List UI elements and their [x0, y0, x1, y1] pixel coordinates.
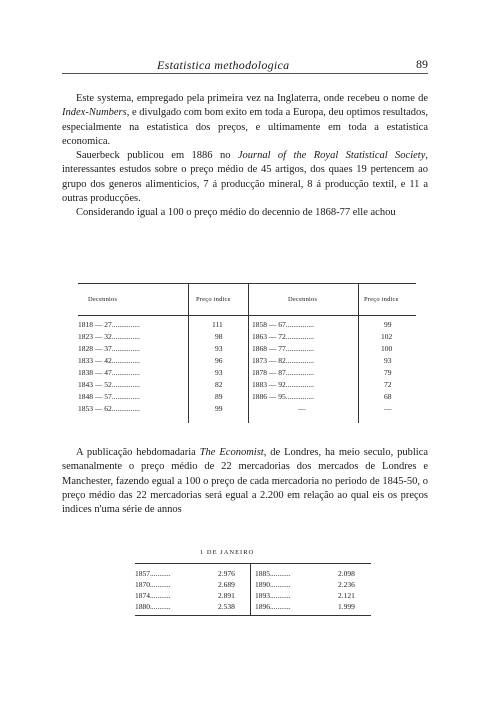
table-row [135, 602, 371, 613]
year-cell: 1880........... [135, 602, 171, 611]
decade-cell: 1833 — 42............... [78, 356, 140, 365]
table-header: Decennios [88, 296, 118, 303]
decade-cell: 1886 — 95............... [252, 392, 314, 401]
value-cell: 2.538 [218, 602, 235, 611]
decade-cell: 1848 — 57............... [78, 392, 140, 401]
index-cell: 82 [215, 380, 223, 389]
value-cell: 1.999 [338, 602, 355, 611]
decade-cell: 1883 — 92............... [252, 380, 314, 389]
decade-cell: 1873 — 82............... [252, 356, 314, 365]
paragraph-2: Sauerbeck publicou em 1886 no Journal of the Royal Statistical Society, interessantes estudos sobre o preço médio de 45 artigos, dos quaes 19 pertencem ao grupo dos generos alimenticios, 7 á producção mineral, 8 á producção textil, e 11 a outras producções. [62, 150, 428, 205]
decade-cell: 1828 — 37............... [78, 344, 140, 353]
decade-cell: — [298, 404, 306, 413]
table-row [135, 569, 371, 580]
value-cell: 2.976 [218, 569, 235, 578]
year-cell: 1857........... [135, 569, 171, 578]
year-cell: 1870........... [135, 580, 171, 589]
index-cell: 89 [215, 392, 223, 401]
index-cell: 111 [212, 320, 223, 329]
table-row [135, 591, 371, 602]
table-row [78, 320, 416, 332]
table-header: Preço indice [364, 296, 399, 303]
table-row [78, 344, 416, 356]
year-cell: 1885........... [255, 569, 291, 578]
economist-index-table [135, 563, 371, 615]
table-row [78, 404, 416, 416]
header-title: Estatistica methodologica [157, 58, 290, 72]
decade-cell: 1858 — 67............... [252, 320, 314, 329]
index-cell: 93 [384, 356, 392, 365]
index-cell: 98 [215, 332, 223, 341]
decade-cell: 1863 — 72............... [252, 332, 314, 341]
index-cell: 100 [381, 344, 393, 353]
decade-cell: 1868 — 77............... [252, 344, 314, 353]
decade-cell: 1818 — 27............... [78, 320, 140, 329]
decade-cell: 1843 — 52............... [78, 380, 140, 389]
value-cell: 2.689 [218, 580, 235, 589]
year-cell: 1896........... [255, 602, 291, 611]
value-cell: 2.236 [338, 580, 355, 589]
page-number: 89 [416, 57, 428, 71]
decade-cell: 1853 — 62............... [78, 404, 140, 413]
decade-cell: 1838 — 47............... [78, 368, 140, 377]
table-caption: 1 DE JANEIRO [200, 549, 255, 556]
table-row [78, 368, 416, 380]
value-cell: 2.121 [338, 591, 355, 600]
table-row [78, 356, 416, 368]
paragraph-1: Este systema, empregado pela primeira vez na Inglaterra, onde recebeu o nome de Index-Numbers, e divulgado com bom exito em toda a Europa, deu optimos resultados, especialmente na estatistica dos preços, e ultimamente em toda a estatistica economica. [62, 93, 428, 147]
index-cell: 99 [384, 320, 392, 329]
index-cell: 93 [215, 344, 223, 353]
table-header: Decennios [288, 296, 318, 303]
value-cell: 2.098 [338, 569, 355, 578]
index-cell: 79 [384, 368, 392, 377]
index-cell: 99 [215, 404, 223, 413]
table-row [78, 380, 416, 392]
index-cell: 93 [215, 368, 223, 377]
index-cell: 96 [215, 356, 223, 365]
table-row [78, 332, 416, 344]
year-cell: 1890........... [255, 580, 291, 589]
table-header: Preço indice [196, 296, 231, 303]
running-header [62, 58, 428, 74]
decade-cell: 1878 — 87............... [252, 368, 314, 377]
body-text-top [62, 92, 428, 221]
year-cell: 1874........... [135, 591, 171, 600]
body-text-bottom [62, 446, 428, 517]
value-cell: 2.891 [218, 591, 235, 600]
index-cell: 72 [384, 380, 392, 389]
index-cell: 102 [381, 332, 393, 341]
table-row [135, 580, 371, 591]
table-row [78, 392, 416, 404]
paragraph-4: A publicação hebdomadaria The Economist, de Londres, ha meio seculo, publica semanalmente o preço médio de 22 mercadorias dos mercados de Londres e Manchester, fazendo egual a 100 o preço de cada mercadoria no periodo de 1845-50, o preço médio das 22 mercadorias será egual a 2.200 em relação ao qual eis os preços indices n'uma série de annos [62, 447, 429, 516]
index-cell: 68 [384, 392, 392, 401]
year-cell: 1893........... [255, 591, 291, 600]
index-cell: — [384, 404, 392, 413]
paragraph-3: Considerando igual a 100 o preço médio do decennio de 1868-77 elle achou [76, 207, 396, 219]
decade-cell: 1823 — 32............... [78, 332, 140, 341]
